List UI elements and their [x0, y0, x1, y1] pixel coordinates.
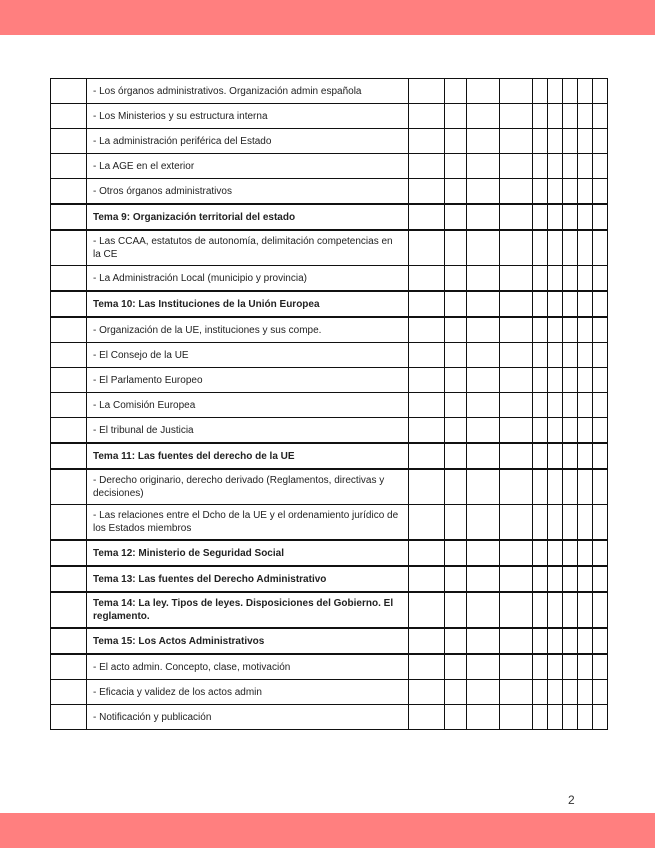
progress-check-cell[interactable]	[548, 393, 563, 418]
topic-heading-row	[51, 628, 608, 654]
progress-check-cell[interactable]	[467, 266, 500, 292]
progress-check-cell[interactable]	[445, 680, 467, 705]
progress-check-cell[interactable]	[500, 266, 533, 292]
progress-check-cell[interactable]	[548, 291, 563, 317]
progress-check-cell[interactable]	[533, 343, 548, 368]
row-marker-cell	[51, 343, 87, 368]
progress-check-cell[interactable]	[593, 79, 608, 104]
progress-check-cell[interactable]	[593, 368, 608, 393]
row-marker-cell	[51, 705, 87, 730]
progress-check-cell[interactable]	[445, 443, 467, 469]
progress-check-cell[interactable]	[578, 204, 593, 230]
progress-check-cell[interactable]	[467, 469, 500, 505]
progress-check-cell[interactable]	[409, 469, 445, 505]
subtopic-row	[51, 129, 608, 154]
progress-check-cell[interactable]	[467, 317, 500, 343]
row-marker-cell	[51, 505, 87, 541]
row-marker-cell	[51, 266, 87, 292]
progress-check-cell[interactable]	[563, 104, 578, 129]
subtopic-label: - La AGE en el exterior	[87, 154, 409, 179]
progress-check-cell[interactable]	[467, 230, 500, 266]
progress-check-cell[interactable]	[593, 469, 608, 505]
subtopic-row	[51, 179, 608, 205]
topic-heading-row	[51, 291, 608, 317]
progress-check-cell[interactable]	[533, 129, 548, 154]
progress-check-cell[interactable]	[593, 104, 608, 129]
progress-check-cell[interactable]	[409, 230, 445, 266]
progress-check-cell[interactable]	[578, 540, 593, 566]
progress-check-cell[interactable]	[548, 680, 563, 705]
progress-check-cell[interactable]	[445, 368, 467, 393]
progress-check-cell[interactable]	[593, 129, 608, 154]
progress-check-cell[interactable]	[445, 705, 467, 730]
subtopic-label: - La Comisión Europea	[87, 393, 409, 418]
row-marker-cell	[51, 104, 87, 129]
progress-check-cell[interactable]	[445, 204, 467, 230]
subtopic-row	[51, 317, 608, 343]
progress-check-cell[interactable]	[467, 628, 500, 654]
progress-check-cell[interactable]	[593, 291, 608, 317]
progress-check-cell[interactable]	[445, 317, 467, 343]
progress-check-cell[interactable]	[578, 129, 593, 154]
progress-check-cell[interactable]	[593, 317, 608, 343]
row-marker-cell	[51, 540, 87, 566]
progress-check-cell[interactable]	[445, 230, 467, 266]
progress-check-cell[interactable]	[445, 393, 467, 418]
progress-check-cell[interactable]	[409, 505, 445, 541]
progress-check-cell[interactable]	[533, 204, 548, 230]
progress-check-cell[interactable]	[409, 566, 445, 592]
progress-check-cell[interactable]	[548, 418, 563, 444]
progress-check-cell[interactable]	[409, 705, 445, 730]
subtopic-label: - Otros órganos administrativos	[87, 179, 409, 205]
progress-check-cell[interactable]	[409, 204, 445, 230]
progress-check-cell[interactable]	[500, 628, 533, 654]
progress-check-cell[interactable]	[409, 343, 445, 368]
progress-check-cell[interactable]	[578, 680, 593, 705]
progress-check-cell[interactable]	[500, 592, 533, 628]
progress-check-cell[interactable]	[533, 393, 548, 418]
progress-check-cell[interactable]	[548, 592, 563, 628]
progress-check-cell[interactable]	[548, 129, 563, 154]
progress-check-cell[interactable]	[563, 705, 578, 730]
progress-check-cell[interactable]	[500, 368, 533, 393]
progress-check-cell[interactable]	[593, 566, 608, 592]
progress-check-cell[interactable]	[578, 592, 593, 628]
subtopic-row	[51, 418, 608, 444]
progress-check-cell[interactable]	[467, 129, 500, 154]
progress-check-cell[interactable]	[533, 443, 548, 469]
progress-check-cell[interactable]	[578, 705, 593, 730]
progress-check-cell[interactable]	[593, 343, 608, 368]
progress-check-cell[interactable]	[563, 469, 578, 505]
progress-check-cell[interactable]	[467, 154, 500, 179]
row-marker-cell	[51, 654, 87, 680]
subtopic-row	[51, 469, 608, 505]
subtopic-row	[51, 705, 608, 730]
progress-check-cell[interactable]	[593, 540, 608, 566]
progress-check-cell[interactable]	[593, 393, 608, 418]
subtopic-row	[51, 79, 608, 104]
progress-check-cell[interactable]	[445, 540, 467, 566]
progress-check-cell[interactable]	[409, 654, 445, 680]
progress-check-cell[interactable]	[548, 230, 563, 266]
row-marker-cell	[51, 154, 87, 179]
progress-check-cell[interactable]	[578, 343, 593, 368]
row-marker-cell	[51, 291, 87, 317]
progress-check-cell[interactable]	[533, 592, 548, 628]
progress-check-cell[interactable]	[500, 204, 533, 230]
subtopic-row	[51, 266, 608, 292]
subtopic-label: - La Administración Local (municipio y provincia)	[87, 266, 409, 292]
progress-check-cell[interactable]	[467, 393, 500, 418]
progress-check-cell[interactable]	[533, 179, 548, 205]
topic-heading-row	[51, 566, 608, 592]
progress-check-cell[interactable]	[467, 104, 500, 129]
progress-check-cell[interactable]	[578, 628, 593, 654]
progress-check-cell[interactable]	[445, 129, 467, 154]
progress-check-cell[interactable]	[563, 129, 578, 154]
progress-check-cell[interactable]	[409, 393, 445, 418]
topic-heading-row	[51, 204, 608, 230]
row-marker-cell	[51, 566, 87, 592]
progress-check-cell[interactable]	[578, 230, 593, 266]
topic-heading: Tema 14: La ley. Tipos de leyes. Disposiciones del Gobierno. El reglamento.	[87, 592, 409, 628]
progress-check-cell[interactable]	[445, 104, 467, 129]
progress-check-cell[interactable]	[500, 291, 533, 317]
progress-check-cell[interactable]	[578, 291, 593, 317]
progress-check-cell[interactable]	[533, 368, 548, 393]
progress-check-cell[interactable]	[533, 266, 548, 292]
progress-check-cell[interactable]	[563, 343, 578, 368]
progress-check-cell[interactable]	[445, 469, 467, 505]
progress-check-cell[interactable]	[563, 393, 578, 418]
progress-check-cell[interactable]	[548, 443, 563, 469]
page-number: 2	[568, 793, 575, 807]
row-marker-cell	[51, 179, 87, 205]
progress-check-cell[interactable]	[563, 628, 578, 654]
progress-check-cell[interactable]	[445, 266, 467, 292]
progress-check-cell[interactable]	[500, 505, 533, 541]
progress-check-cell[interactable]	[467, 418, 500, 444]
progress-check-cell[interactable]	[467, 79, 500, 104]
progress-check-cell[interactable]	[593, 154, 608, 179]
progress-check-cell[interactable]	[578, 566, 593, 592]
progress-check-cell[interactable]	[409, 628, 445, 654]
progress-check-cell[interactable]	[409, 418, 445, 444]
progress-check-cell[interactable]	[593, 505, 608, 541]
progress-check-cell[interactable]	[445, 154, 467, 179]
progress-check-cell[interactable]	[445, 505, 467, 541]
progress-check-cell[interactable]	[467, 566, 500, 592]
subtopic-row	[51, 343, 608, 368]
progress-check-cell[interactable]	[500, 79, 533, 104]
subtopic-label: - El tribunal de Justicia	[87, 418, 409, 444]
progress-check-cell[interactable]	[548, 79, 563, 104]
progress-check-cell[interactable]	[533, 291, 548, 317]
topic-heading: Tema 13: Las fuentes del Derecho Administrativo	[87, 566, 409, 592]
progress-check-cell[interactable]	[500, 654, 533, 680]
row-marker-cell	[51, 129, 87, 154]
topic-heading-row	[51, 443, 608, 469]
progress-check-cell[interactable]	[533, 705, 548, 730]
progress-check-cell[interactable]	[563, 179, 578, 205]
subtopic-label: - Las relaciones entre el Dcho de la UE y el ordenamiento jurídico de los Estados miembros	[87, 505, 409, 541]
progress-check-cell[interactable]	[593, 654, 608, 680]
progress-check-cell[interactable]	[500, 393, 533, 418]
progress-check-cell[interactable]	[578, 317, 593, 343]
progress-check-cell[interactable]	[500, 418, 533, 444]
progress-check-cell[interactable]	[445, 343, 467, 368]
progress-check-cell[interactable]	[533, 628, 548, 654]
row-marker-cell	[51, 79, 87, 104]
progress-check-cell[interactable]	[593, 204, 608, 230]
row-marker-cell	[51, 680, 87, 705]
progress-check-cell[interactable]	[533, 566, 548, 592]
progress-check-cell[interactable]	[500, 343, 533, 368]
subtopic-row	[51, 104, 608, 129]
progress-check-cell[interactable]	[467, 443, 500, 469]
progress-check-cell[interactable]	[445, 179, 467, 205]
progress-check-cell[interactable]	[548, 343, 563, 368]
progress-check-cell[interactable]	[563, 79, 578, 104]
progress-check-cell[interactable]	[578, 368, 593, 393]
subtopic-label: - La administración periférica del Estado	[87, 129, 409, 154]
progress-check-cell[interactable]	[578, 266, 593, 292]
progress-check-cell[interactable]	[593, 179, 608, 205]
progress-check-cell[interactable]	[563, 368, 578, 393]
progress-check-cell[interactable]	[548, 566, 563, 592]
progress-check-cell[interactable]	[563, 566, 578, 592]
progress-check-cell[interactable]	[409, 291, 445, 317]
row-marker-cell	[51, 317, 87, 343]
topic-heading: Tema 9: Organización territorial del estado	[87, 204, 409, 230]
subtopic-row	[51, 154, 608, 179]
subtopic-label: - Las CCAA, estatutos de autonomía, delimitación competencias en la CE	[87, 230, 409, 266]
progress-check-cell[interactable]	[467, 204, 500, 230]
progress-check-cell[interactable]	[563, 654, 578, 680]
progress-check-cell[interactable]	[409, 129, 445, 154]
progress-check-cell[interactable]	[409, 540, 445, 566]
progress-check-cell[interactable]	[500, 443, 533, 469]
topic-heading: Tema 10: Las Instituciones de la Unión Europea	[87, 291, 409, 317]
progress-check-cell[interactable]	[409, 368, 445, 393]
progress-check-cell[interactable]	[533, 505, 548, 541]
progress-check-cell[interactable]	[548, 368, 563, 393]
subtopic-label: - El acto admin. Concepto, clase, motivación	[87, 654, 409, 680]
progress-check-cell[interactable]	[409, 79, 445, 104]
progress-check-cell[interactable]	[467, 179, 500, 205]
progress-check-cell[interactable]	[409, 266, 445, 292]
progress-check-cell[interactable]	[593, 230, 608, 266]
progress-check-cell[interactable]	[578, 469, 593, 505]
progress-check-cell[interactable]	[409, 179, 445, 205]
progress-check-cell[interactable]	[548, 505, 563, 541]
progress-check-cell[interactable]	[563, 540, 578, 566]
progress-check-cell[interactable]	[548, 469, 563, 505]
progress-check-cell[interactable]	[445, 291, 467, 317]
progress-check-cell[interactable]	[593, 266, 608, 292]
progress-check-cell[interactable]	[467, 343, 500, 368]
progress-check-cell[interactable]	[593, 705, 608, 730]
progress-check-cell[interactable]	[467, 705, 500, 730]
topic-heading: Tema 11: Las fuentes del derecho de la UE	[87, 443, 409, 469]
progress-check-cell[interactable]	[548, 628, 563, 654]
progress-check-cell[interactable]	[533, 418, 548, 444]
progress-check-cell[interactable]	[533, 230, 548, 266]
progress-check-cell[interactable]	[533, 540, 548, 566]
progress-check-cell[interactable]	[467, 592, 500, 628]
progress-check-cell[interactable]	[409, 680, 445, 705]
footer-band	[0, 813, 655, 848]
subtopic-row	[51, 680, 608, 705]
progress-check-cell[interactable]	[563, 592, 578, 628]
progress-check-cell[interactable]	[500, 230, 533, 266]
progress-check-cell[interactable]	[563, 154, 578, 179]
progress-check-cell[interactable]	[467, 654, 500, 680]
subtopic-label: - Los órganos administrativos. Organización admin española	[87, 79, 409, 104]
progress-check-cell[interactable]	[500, 129, 533, 154]
progress-check-cell[interactable]	[563, 680, 578, 705]
progress-check-cell[interactable]	[578, 154, 593, 179]
progress-check-cell[interactable]	[533, 469, 548, 505]
progress-check-cell[interactable]	[548, 179, 563, 205]
progress-check-cell[interactable]	[593, 443, 608, 469]
subtopic-label: - Organización de la UE, instituciones y sus compe.	[87, 317, 409, 343]
progress-check-cell[interactable]	[500, 705, 533, 730]
row-marker-cell	[51, 443, 87, 469]
progress-check-cell[interactable]	[467, 505, 500, 541]
progress-check-cell[interactable]	[500, 154, 533, 179]
header-band	[0, 0, 655, 35]
progress-check-cell[interactable]	[593, 418, 608, 444]
progress-check-cell[interactable]	[500, 179, 533, 205]
progress-check-cell[interactable]	[548, 104, 563, 129]
progress-check-cell[interactable]	[500, 540, 533, 566]
subtopic-row	[51, 505, 608, 541]
progress-check-cell[interactable]	[548, 154, 563, 179]
progress-check-cell[interactable]	[409, 317, 445, 343]
progress-check-cell[interactable]	[445, 628, 467, 654]
progress-check-cell[interactable]	[500, 104, 533, 129]
progress-check-cell[interactable]	[593, 592, 608, 628]
subtopic-label: - Notificación y publicación	[87, 705, 409, 730]
progress-check-cell[interactable]	[578, 443, 593, 469]
subtopic-row	[51, 230, 608, 266]
progress-check-cell[interactable]	[563, 291, 578, 317]
row-marker-cell	[51, 393, 87, 418]
topic-heading: Tema 12: Ministerio de Seguridad Social	[87, 540, 409, 566]
subtopic-row	[51, 393, 608, 418]
topic-heading-row	[51, 592, 608, 628]
row-marker-cell	[51, 230, 87, 266]
subtopic-label: - Derecho originario, derecho derivado (Reglamentos, directivas y decisiones)	[87, 469, 409, 505]
progress-check-cell[interactable]	[445, 592, 467, 628]
progress-check-cell[interactable]	[409, 443, 445, 469]
progress-check-cell[interactable]	[578, 393, 593, 418]
progress-check-cell[interactable]	[578, 418, 593, 444]
subtopic-row	[51, 654, 608, 680]
row-marker-cell	[51, 368, 87, 393]
progress-check-cell[interactable]	[578, 654, 593, 680]
progress-check-cell[interactable]	[500, 469, 533, 505]
subtopic-label: - Los Ministerios y su estructura interna	[87, 104, 409, 129]
progress-check-cell[interactable]	[533, 317, 548, 343]
study-checklist-table	[50, 78, 608, 730]
progress-check-cell[interactable]	[593, 680, 608, 705]
progress-check-cell[interactable]	[500, 317, 533, 343]
progress-check-cell[interactable]	[563, 443, 578, 469]
progress-check-cell[interactable]	[445, 418, 467, 444]
subtopic-label: - El Consejo de la UE	[87, 343, 409, 368]
progress-check-cell[interactable]	[467, 291, 500, 317]
progress-check-cell[interactable]	[533, 104, 548, 129]
progress-check-cell[interactable]	[578, 505, 593, 541]
progress-check-cell[interactable]	[533, 680, 548, 705]
topic-heading-row	[51, 540, 608, 566]
subtopic-label: - Eficacia y validez de los actos admin	[87, 680, 409, 705]
progress-check-cell[interactable]	[548, 705, 563, 730]
progress-check-cell[interactable]	[500, 566, 533, 592]
progress-check-cell[interactable]	[563, 230, 578, 266]
progress-check-cell[interactable]	[548, 266, 563, 292]
progress-check-cell[interactable]	[563, 317, 578, 343]
progress-check-cell[interactable]	[409, 592, 445, 628]
progress-check-cell[interactable]	[563, 505, 578, 541]
progress-check-cell[interactable]	[563, 418, 578, 444]
progress-check-cell[interactable]	[467, 368, 500, 393]
progress-check-cell[interactable]	[578, 79, 593, 104]
progress-check-cell[interactable]	[445, 566, 467, 592]
progress-check-cell[interactable]	[409, 154, 445, 179]
progress-check-cell[interactable]	[533, 154, 548, 179]
progress-check-cell[interactable]	[563, 204, 578, 230]
progress-check-cell[interactable]	[548, 317, 563, 343]
progress-check-cell[interactable]	[445, 654, 467, 680]
progress-check-cell[interactable]	[578, 104, 593, 129]
progress-check-cell[interactable]	[533, 79, 548, 104]
row-marker-cell	[51, 418, 87, 444]
progress-check-cell[interactable]	[563, 266, 578, 292]
progress-check-cell[interactable]	[467, 540, 500, 566]
topic-heading: Tema 15: Los Actos Administrativos	[87, 628, 409, 654]
row-marker-cell	[51, 204, 87, 230]
progress-check-cell[interactable]	[445, 79, 467, 104]
progress-check-cell[interactable]	[467, 680, 500, 705]
row-marker-cell	[51, 592, 87, 628]
row-marker-cell	[51, 469, 87, 505]
row-marker-cell	[51, 628, 87, 654]
progress-check-cell[interactable]	[548, 204, 563, 230]
progress-check-cell[interactable]	[500, 680, 533, 705]
progress-check-cell[interactable]	[409, 104, 445, 129]
subtopic-row	[51, 368, 608, 393]
progress-check-cell[interactable]	[548, 540, 563, 566]
subtopic-label: - El Parlamento Europeo	[87, 368, 409, 393]
progress-check-cell[interactable]	[548, 654, 563, 680]
progress-check-cell[interactable]	[593, 628, 608, 654]
progress-check-cell[interactable]	[578, 179, 593, 205]
progress-check-cell[interactable]	[533, 654, 548, 680]
